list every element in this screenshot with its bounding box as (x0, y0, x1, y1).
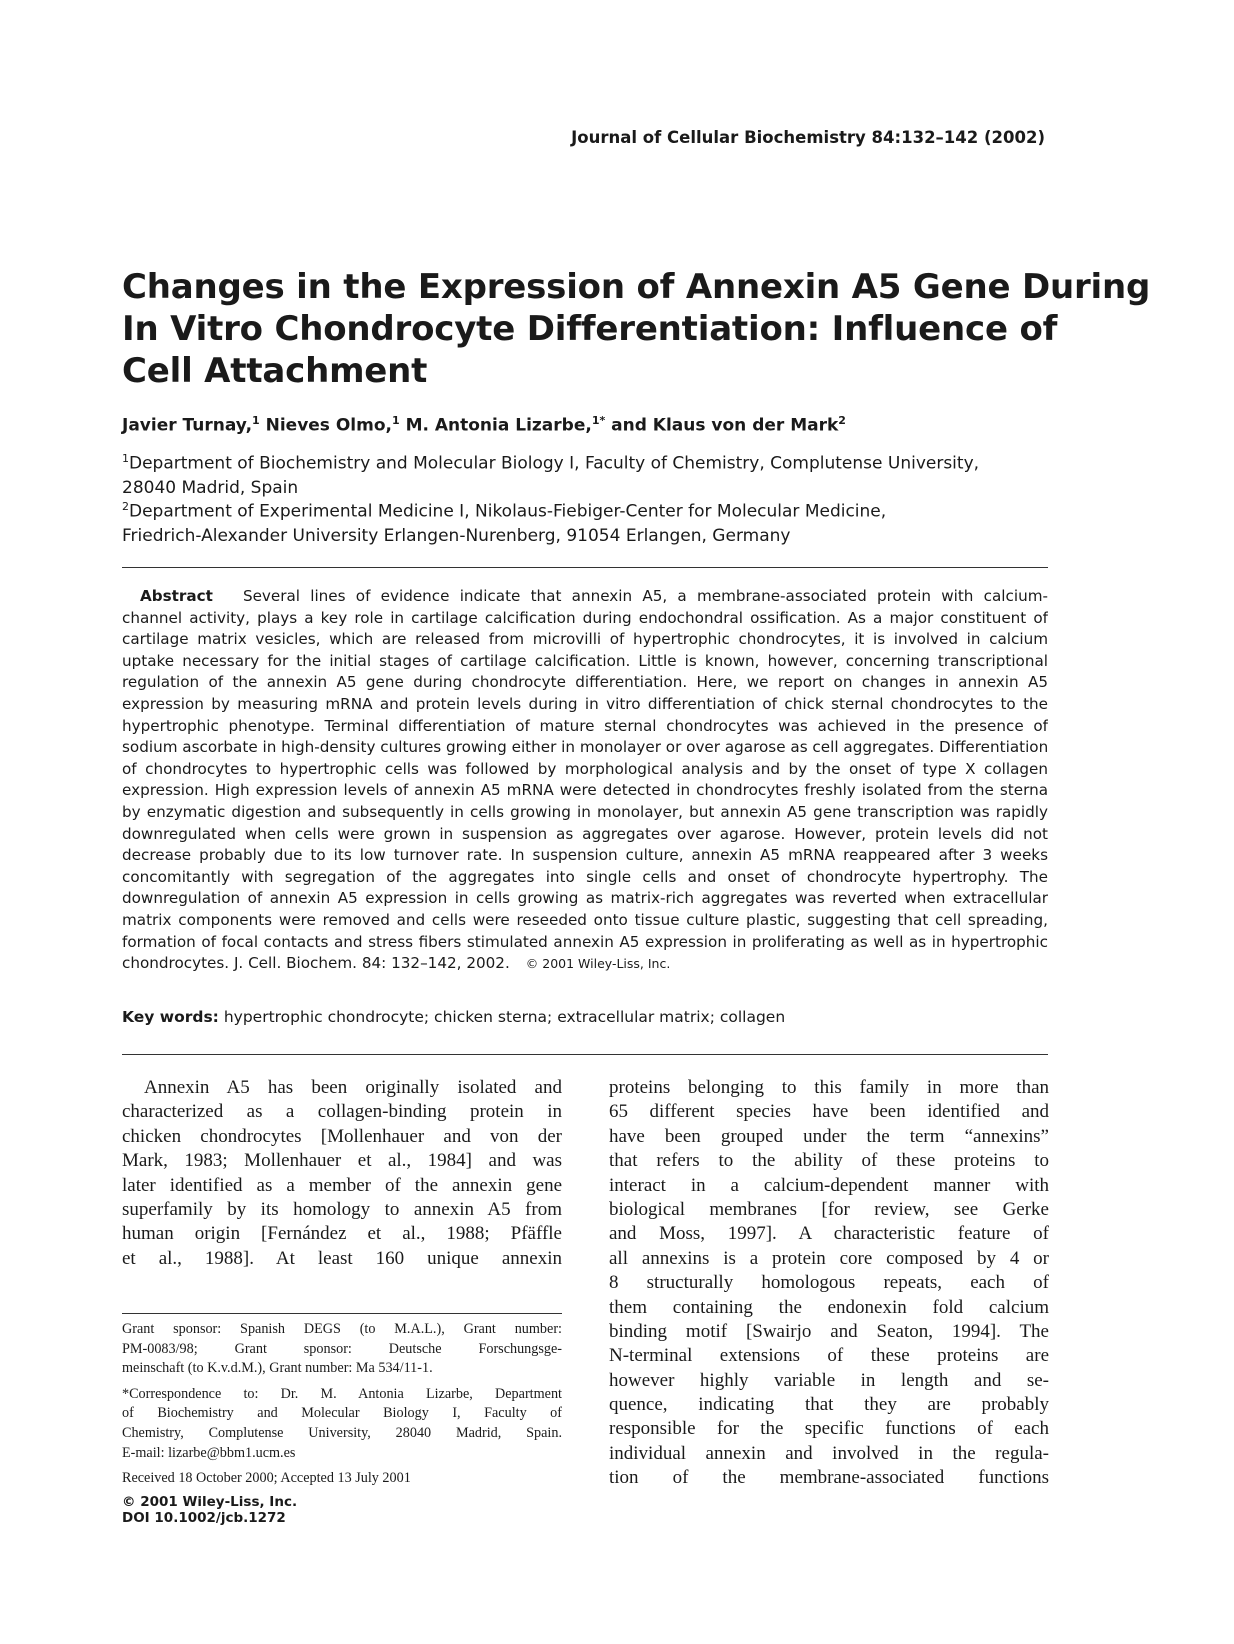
body-line: individual annexin and involved in the regula- (609, 1442, 1049, 1464)
affiliation-mark: 2 (122, 500, 129, 513)
abstract-line: decrease probably due to its low turnover rate. In suspension culture, annexin A5 mRNA reappeared after 3 weeks (122, 846, 1048, 865)
body-line: later identified as a member of the annexin gene (122, 1174, 562, 1196)
footnote-correspondence-email: E-mail: lizarbe@bbm1.ucm.es (122, 1444, 296, 1461)
body-line: tion of the membrane-associated functions (609, 1467, 1049, 1489)
abstract-line: formation of focal contacts and stress fibers stimulated annexin A5 expression in proliferating as well as in hypertrophic (122, 932, 1048, 951)
affiliation-mark: 1 (122, 452, 129, 465)
affiliation-text: Department of Biochemistry and Molecular Biology I, Faculty of Chemistry, Complutense University, (129, 453, 980, 474)
abstract-text: chondrocytes. J. Cell. Biochem. 84: 132–142, 2002. (122, 954, 510, 973)
abstract-line: cartilage matrix vesicles, which are released from microvilli of hypertrophic chondrocytes, it is involved in calcium (122, 630, 1048, 649)
body-line: Annexin A5 has been originally isolated and (144, 1077, 562, 1098)
paper-title (122, 266, 1151, 392)
body-line: however highly variable in length and se- (609, 1369, 1049, 1391)
footnote-grant-line: Grant sponsor: Spanish DEGS (to M.A.L.), Grant number: (122, 1321, 562, 1337)
body-line: and Moss, 1997]. A characteristic feature of (609, 1223, 1049, 1245)
body-line: chicken chondrocytes [Mollenhauer and von der (122, 1125, 562, 1147)
keywords-label: Key words: (122, 1008, 219, 1026)
body-line: superfamily by its homology to annexin A5 from (122, 1198, 562, 1220)
title-line: In Vitro Chondrocyte Differentiation: Influence of (122, 309, 1058, 349)
body-line: 8 structurally homologous repeats, each of (609, 1272, 1049, 1294)
affiliation-line (122, 447, 1082, 476)
title-line: Cell Attachment (122, 351, 428, 391)
abstract-line: of chondrocytes to hypertrophic cells was followed by morphological analysis and by the onset of type X collagen (122, 759, 1048, 778)
abstract-line: downregulated when cells were grown in suspension as aggregates over agarose. However, protein levels did not (122, 824, 1048, 843)
abstract-copyright: © 2001 Wiley-Liss, Inc. (525, 956, 671, 972)
footnote-grant-line: PM-0083/98; Grant sponsor: Deutsche Forschungsge- (122, 1340, 562, 1357)
affiliation-line: Friedrich-Alexander University Erlangen-Nurenberg, 91054 Erlangen, Germany (122, 525, 791, 546)
copyright-block (122, 1494, 297, 1526)
body-line: have been grouped under the term “annexins” (609, 1125, 1049, 1147)
footnote-correspondence-line: of Biochemistry and Molecular Biology I, Faculty of (122, 1405, 562, 1422)
abstract-text: Several lines of evidence indicate that annexin A5, a membrane-associated protein with calcium- (242, 587, 1048, 605)
divider (122, 567, 1048, 568)
journal-header: Journal of Cellular Biochemistry 84:132–142 (2002) (571, 128, 1045, 147)
keywords-text: hypertrophic chondrocyte; chicken sterna; extracellular matrix; collagen (223, 1008, 786, 1026)
body-line: N-terminal extensions of these proteins are (609, 1345, 1049, 1367)
received-accepted-dates: Received 18 October 2000; Accepted 13 July 2001 (122, 1470, 411, 1487)
abstract-label: Abstract (140, 587, 213, 605)
body-line: proteins belonging to this family in more than (609, 1077, 1049, 1098)
body-line: binding motif [Swairjo and Seaton, 1994]. The (609, 1320, 1049, 1342)
footnote-grant-line: meinschaft (to K.v.d.M.), Grant number: Ma 534/11-1. (122, 1360, 433, 1377)
abstract-line: expression. High expression levels of annexin A5 mRNA were detected in chondrocytes freshly isolated from the sterna (122, 781, 1048, 800)
title-line: Changes in the Expression of Annexin A5 Gene During (122, 267, 1151, 307)
body-line: all annexins is a protein core composed by 4 or (609, 1247, 1049, 1269)
divider (122, 1054, 1048, 1055)
body-line: Mark, 1983; Mollenhauer et al., 1984] and was (122, 1150, 562, 1172)
body-line: human origin [Fernández et al., 1988; Pfäffle (122, 1223, 562, 1245)
body-line: 65 different species have been identified and (609, 1101, 1049, 1123)
author-affiliation-mark: 2 (838, 414, 846, 427)
author-name: M. Antonia Lizarbe, (405, 415, 592, 436)
footnote-correspondence-line: Chemistry, Complutense University, 28040 Madrid, Spain. (122, 1424, 562, 1441)
abstract-line: expression by measuring mRNA and protein levels during in vitro differentiation of chick sternal chondrocytes to the (122, 694, 1048, 713)
body-line: characterized as a collagen-binding protein in (122, 1101, 562, 1123)
footnotes (122, 1320, 562, 1489)
body-line: et al., 1988]. At least 160 unique annexin (122, 1247, 562, 1269)
affiliation (122, 447, 1082, 500)
author-affiliation-mark: 1* (591, 414, 606, 427)
abstract-line: uptake necessary for the initial stages of cartilage calcification. Little is known, however, concerning transcriptional (122, 651, 1048, 670)
abstract-line (122, 586, 1048, 608)
abstract-line: regulation of the annexin A5 gene during chondrocyte differentiation. Here, we report on changes in annexin A5 (122, 673, 1048, 692)
abstract (122, 586, 1048, 975)
footnote-correspondence-line: *Correspondence to: Dr. M. Antonia Lizarbe, Department (122, 1385, 562, 1402)
footnote-divider (122, 1313, 562, 1314)
abstract-line (122, 953, 1048, 975)
body-line: that refers to the ability of these proteins to (609, 1150, 1049, 1172)
affiliation-text: Department of Experimental Medicine I, Nikolaus-Fiebiger-Center for Molecular Medicine, (129, 501, 887, 522)
body-line: interact in a calcium-dependent manner with (609, 1174, 1049, 1196)
author-name: Javier Turnay, (122, 415, 253, 436)
author-list (122, 414, 846, 436)
body-line: them containing the endonexin fold calcium (609, 1296, 1049, 1318)
publisher-copyright: © 2001 Wiley-Liss, Inc. (122, 1494, 298, 1510)
abstract-line: hypertrophic phenotype. Terminal differentiation of mature sternal chondrocytes was achieved in the presence of (122, 716, 1048, 735)
body-column-left (122, 1076, 562, 1271)
body-line: responsible for the specific functions of each (609, 1418, 1049, 1440)
abstract-line: channel activity, plays a key role in cartilage calcification during endochondral ossification. As a major constituent of (122, 608, 1048, 627)
doi: DOI 10.1002/jcb.1272 (122, 1510, 286, 1526)
author-name: Nieves Olmo, (265, 415, 392, 436)
author-name: and Klaus von der Mark (611, 415, 839, 436)
affiliation (122, 495, 1082, 548)
author-affiliation-mark: 1 (391, 414, 400, 427)
abstract-line: matrix components were removed and cells were reseeded onto tissue culture plastic, suggesting that cell spreading, (122, 910, 1048, 929)
body-line: biological membranes [for review, see Gerke (609, 1198, 1049, 1220)
affiliation-line: 28040 Madrid, Spain (122, 477, 299, 498)
body-column-right (609, 1076, 1049, 1491)
affiliation-line (122, 495, 1082, 524)
abstract-line: by enzymatic digestion and subsequently in cells growing in monolayer, but annexin A5 gene transcription was rapidly (122, 802, 1048, 821)
body-line: quence, indicating that they are probably (609, 1394, 1049, 1416)
abstract-line: sodium ascorbate in high-density cultures growing either in monolayer or over agarose as cell aggregates. Differentiation (122, 738, 1048, 757)
abstract-line: downregulation of annexin A5 expression in cells growing as matrix-rich aggregates was reverted when extracellular (122, 889, 1048, 908)
abstract-line: concomitantly with segregation of the aggregates into single cells and onset of chondrocyte hypertrophy. The (122, 867, 1048, 886)
keywords (122, 1008, 785, 1026)
author-affiliation-mark: 1 (252, 414, 260, 427)
